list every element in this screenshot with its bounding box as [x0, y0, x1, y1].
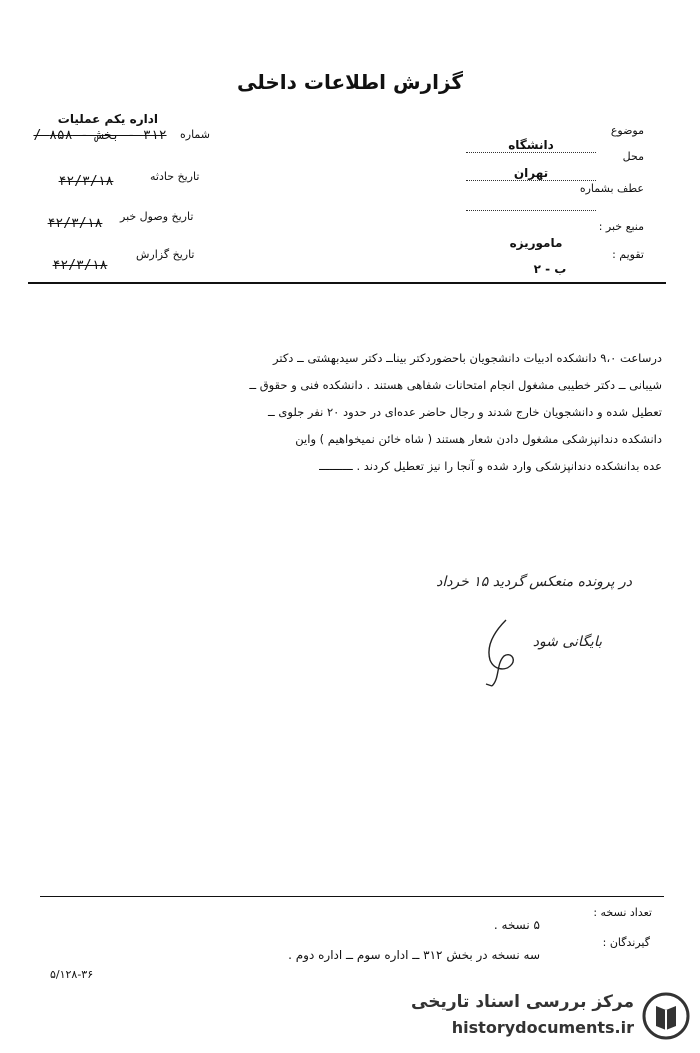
source-value: ماموریزه	[509, 236, 563, 250]
watermark-text-fa: مرکز بررسی اسناد تاریخی	[411, 992, 634, 1012]
copies-value: ۵ نسخه .	[493, 918, 540, 932]
handwritten-note: در پرونده منعکس گردید ۱۵ خرداد	[436, 574, 632, 590]
signature	[476, 612, 536, 692]
document-code: ۵/۱۲۸-۳۶	[50, 968, 94, 981]
handwritten-archive-note: بایگانی شود	[532, 634, 602, 650]
department-value: اداره یکم عملیات	[57, 112, 158, 126]
recipients-value: سه نسخه در بخش ۳۱۲ ــ اداره سوم ــ اداره دوم .	[288, 948, 540, 962]
body-line: تعطیل شده و دانشجویان خارج شدند و رجال حاضر عده‌ای در حدود ۲۰ نفر جلوی ــ	[268, 405, 662, 419]
subject-value: دانشگاه	[466, 138, 596, 153]
rating-label: تقویم :	[612, 248, 644, 261]
incident-date-label: تاریخ حادثه	[150, 170, 200, 183]
body-line: عده بدانشکده دندانپزشکی وارد شده و آنجا را نیز تعطیل کردند . ــــــــــ	[319, 459, 662, 473]
report-body	[40, 345, 662, 480]
number-label: شماره	[180, 128, 211, 141]
body-line: درساعت ۹،۰ دانشکده ادبیات دانشجویان باحضوردکتر بیناــ دکتر سیدبهشتی ــ دکتر	[273, 351, 662, 365]
reference-value	[466, 196, 596, 211]
report-date-value: ۴۲/۳/۱۸	[52, 258, 108, 273]
report-date-label: تاریخ گزارش	[136, 248, 195, 261]
number-value: ۳۱۲ - بخش - ۸۵۸ /	[33, 128, 167, 143]
subject-label: موضوع	[610, 124, 644, 137]
footer-divider	[40, 896, 664, 897]
body-line: شیبانی ــ دکتر خطیبی مشغول انجام امتحانات شفاهی هستند . دانشکده فنی و حقوق ــ	[249, 378, 662, 392]
place-value: تهران	[466, 166, 596, 181]
receipt-date-value: ۴۲/۳/۱۸	[47, 216, 103, 231]
incident-date-value: ۴۲/۳/۱۸	[58, 174, 114, 189]
watermark-text-en: historydocuments.ir	[451, 1018, 634, 1037]
place-label: محل	[622, 150, 644, 163]
header-divider	[28, 282, 666, 284]
copies-label: تعداد نسخه :	[593, 906, 652, 919]
source-label: منبع خبر :	[598, 220, 644, 233]
reference-label: عطف بشماره	[579, 182, 644, 195]
recipients-label: گیرندگان :	[602, 936, 650, 949]
body-line: دانشکده دندانپزشکی مشغول دادن شعار هستند ( شاه خائن نمیخواهیم ) واین	[295, 432, 662, 446]
archive-book-icon	[642, 992, 690, 1040]
watermark-logo	[412, 988, 694, 1048]
receipt-date-label: تاریخ وصول خبر	[120, 210, 194, 223]
document-title: گزارش اطلاعات داخلی	[236, 70, 464, 94]
rating-value: ب - ۲	[533, 262, 567, 276]
